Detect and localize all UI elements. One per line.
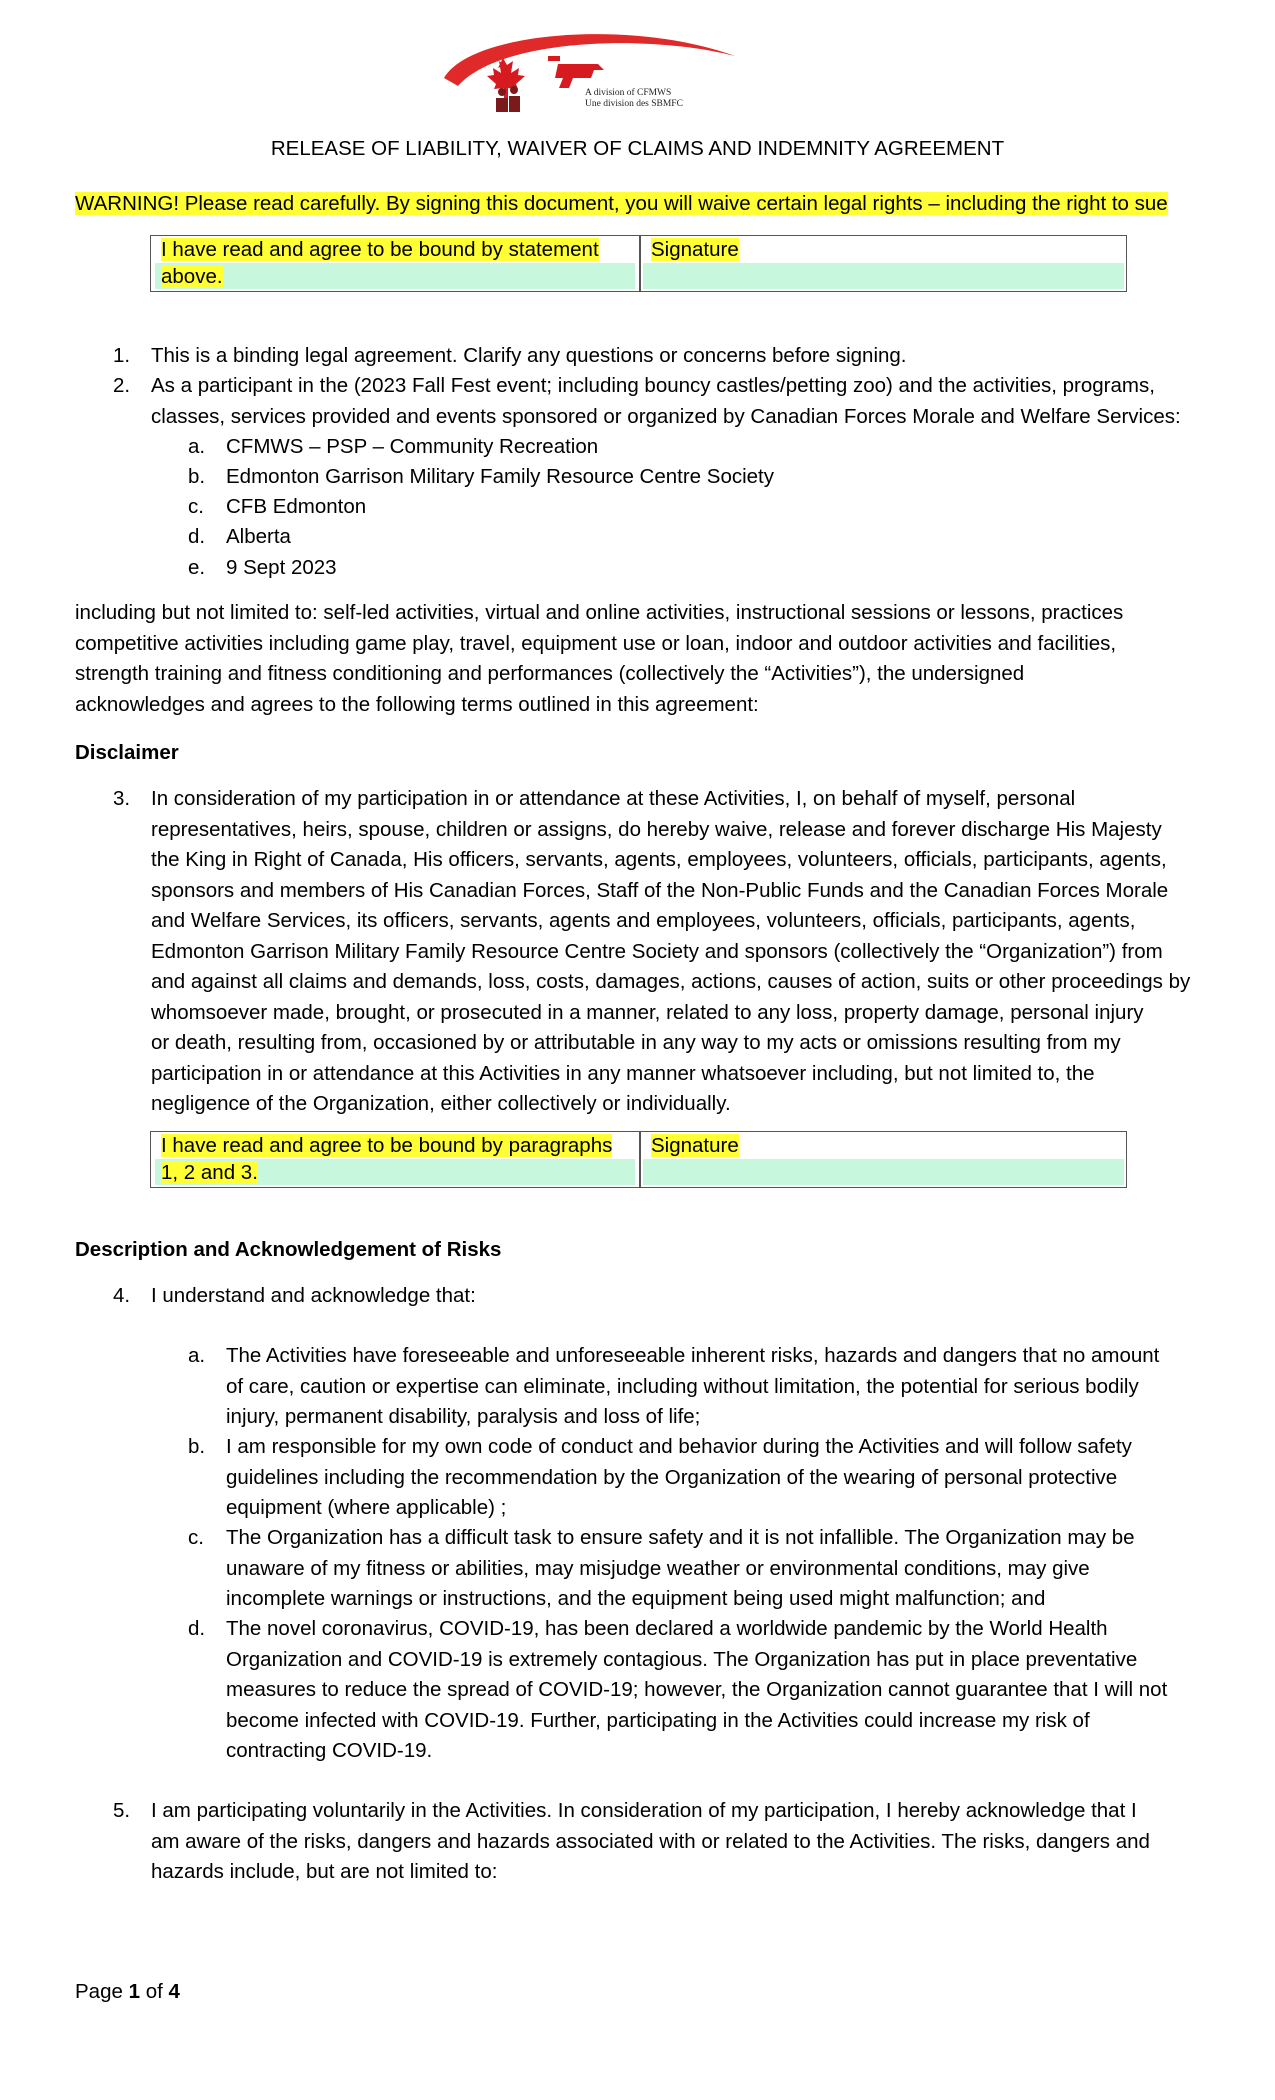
disclaimer-heading: Disclaimer <box>75 741 179 764</box>
risks-heading: Description and Acknowledgement of Risks <box>75 1238 502 1261</box>
item-2: As a participant in the (2023 Fall Fest event; including bouncy castles/petting zoo) and the activities, programs, classes, services provided and events sponsored or organized by Canadian Forces Morale and Welfare Services: <box>151 374 1181 428</box>
page-number: Page 1 of 4 <box>75 1980 180 2003</box>
warning-banner: WARNING! Please read carefully. By signing this document, you will waive certain legal rights – including the right to sue <box>75 192 1168 215</box>
list-item: The Activities have foreseeable and unforeseeable inherent risks, hazards and dangers that no amount of care, caution or expertise can eliminate, including without limitation, the potential for serious bodily injury, permanent disability, paralysis and loss of life; <box>226 1344 1160 1428</box>
agree-box-paragraphs <box>150 1131 1127 1188</box>
item-4: I understand and acknowledge that: <box>151 1284 476 1307</box>
agree-label-line1: I have read and agree to be bound by statement <box>161 238 599 261</box>
list-item: CFMWS – PSP – Community Recreation <box>226 435 599 458</box>
including-paragraph: including but not limited to: self-led activities, virtual and online activities, instructional sessions or lessons, practices competitive activities including game play, travel, equipment use or loan, indoor and outdoor activities and facilities, strength training and fitness conditioning and performances (collectively the “Activities”), the undersigned acknowledges and agrees to the following terms outlined in this agreement: <box>75 601 1124 716</box>
agree-box-statement <box>150 235 1127 292</box>
logo-swoosh <box>444 34 735 86</box>
signature-label-1: Signature <box>651 238 739 261</box>
signature-field-2[interactable] <box>643 1159 1124 1185</box>
list-item: The novel coronavirus, COVID-19, has been declared a worldwide pandemic by the World Health Organization and COVID-19 is extremely contagious. The Organization has put in place preventative measures to reduce the spread of COVID-19; however, the Organization cannot guarantee that I will not become infected with COVID-19. Further, participating in the Activities could increase my risk of contracting COVID-19. <box>226 1617 1168 1762</box>
list-item: Edmonton Garrison Military Family Resource Centre Society <box>226 465 774 488</box>
item-3: In consideration of my participation in or attendance at these Activities, I, on behalf of myself, personal representatives, heirs, spouse, children or assigns, do hereby waive, release and forever discharge His Majesty the King in Right of Canada, His officers, servants, agents, employees, volunteers, officials, participants, agents, sponsors and members of His Canadian Forces, Staff of the Non-Public Funds and the Canadian Forces Morale and Welfare Services, its officers, servants, agents and employees, volunteers, officials, participants, agents, Edmonton Garrison Military Family Resource Centre Society and sponsors (collectively the “Organization”) from and against all claims and demands, loss, costs, damages, actions, causes of action, suits or other proceedings by whomsoever made, brought, or prosecuted in a manner, related to any loss, property damage, personal injury or death, resulting from, occasioned by or attributable in any way to my acts or omissions resulting from my participation in or attendance at this Activities in any manner whatsoever including, but not limited to, the negligence of the Organization, either collectively or individually. <box>151 787 1191 1115</box>
list-item: Alberta <box>226 525 291 548</box>
agree-label-line2: above. <box>161 265 223 288</box>
list-item: CFB Edmonton <box>226 495 367 518</box>
agree-label-line1: I have read and agree to be bound by paragraphs <box>161 1134 613 1157</box>
agree-label-line2: 1, 2 and 3. <box>161 1161 258 1184</box>
list-item: I am responsible for my own code of conduct and behavior during the Activities and will follow safety guidelines including the recommendation by the Organization of the wearing of personal protective equipment (where applicable) ; <box>226 1435 1132 1519</box>
signature-field-1[interactable] <box>643 263 1124 289</box>
item-5: I am participating voluntarily in the Activities. In consideration of my participation, I hereby acknowledge that I am aware of the risks, dangers and hazards associated with or related to the Activities. The risks, dangers and hazards include, but are not limited to: <box>151 1799 1150 1883</box>
list-item: 9 Sept 2023 <box>226 556 337 579</box>
psp-runner-icon <box>555 64 604 88</box>
list-item: The Organization has a difficult task to ensure safety and it is not infallible. The Organization may be unaware of my fitness or abilities, may misjudge weather or environmental conditions, may give incomplete warnings or instructions, and the equipment being used might malfunction; and <box>226 1526 1135 1610</box>
signature-label-2: Signature <box>651 1134 739 1157</box>
item-1: This is a binding legal agreement. Clarify any questions or concerns before signing. <box>151 344 907 367</box>
logo-caption: A division of CFMWS Une division des SBMFC <box>585 88 683 109</box>
document-title: RELEASE OF LIABILITY, WAIVER OF CLAIMS AND INDEMNITY AGREEMENT <box>270 137 1005 160</box>
cfmws-psp-logo <box>430 26 750 126</box>
